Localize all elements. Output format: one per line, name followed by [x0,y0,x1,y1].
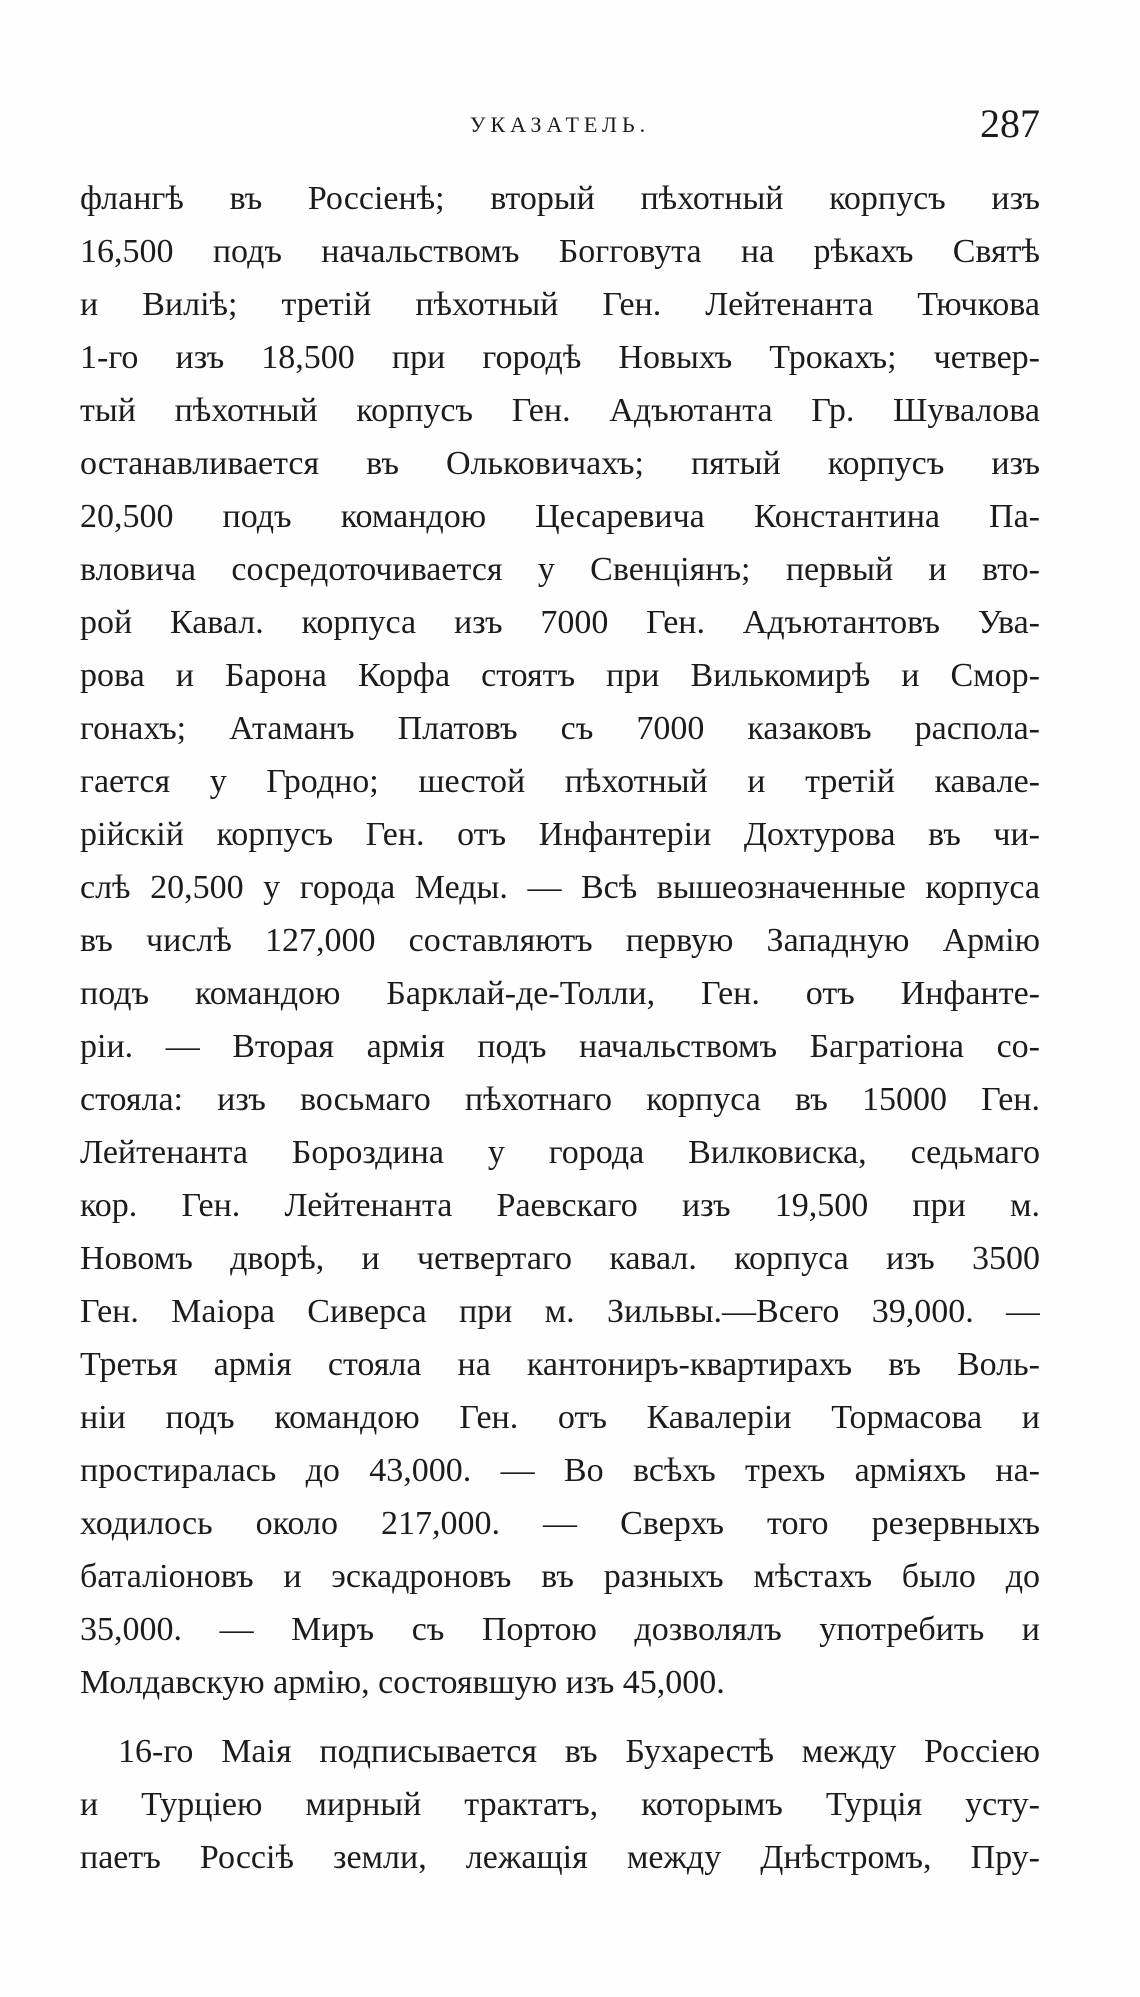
text-line: 1-го изъ 18,500 при городѣ Новыхъ Трокахъ; четвер- [80,339,1040,376]
text-line: 20,500 подъ командою Цесаревича Константина Па- [80,498,1040,535]
paragraph-gap [80,1709,1040,1725]
text-line: 16,500 подъ начальствомъ Богговута на рѣкахъ Святѣ [80,233,1040,270]
text-line: простиралась до 43,000. — Во всѣхъ трехъ арміяхъ на- [80,1452,1040,1489]
text-line: подъ командою Барклай-де-Толли, Ген. отъ Инфанте- [80,975,1040,1012]
page-number: 287 [980,101,1040,146]
text-line: стояла: изъ восьмаго пѣхотнаго корпуса въ 15000 Ген. [80,1081,1040,1118]
text-line: тый пѣхотный корпусъ Ген. Адъютанта Гр. Шувалова [80,392,1040,429]
text-line: ніи подъ командою Ген. отъ Кавалеріи Тормасова и [80,1399,1040,1436]
text-line: рійскій корпусъ Ген. отъ Инфантеріи Дохтурова въ чи- [80,816,1040,853]
text-line: Третья армія стояла на кантониръ-квартирахъ въ Воль- [80,1346,1040,1383]
text-line: Лейтенанта Бороздина у города Вилковиска, седьмаго [80,1134,1040,1171]
text-line: 16-го Маія подписывается въ Бухарестѣ между Россіею [118,1733,1040,1770]
text-line: Новомъ дворѣ, и четвертаго кавал. корпуса изъ 3500 [80,1240,1040,1277]
text-line: слѣ 20,500 у города Меды. — Всѣ вышеозначенные корпуса [80,869,1040,906]
text-line: Молдавскую армію, состоявшую изъ 45,000. [80,1664,725,1701]
text-line: флангѣ въ Россіенѣ; вторый пѣхотный корпусъ изъ [80,180,1040,217]
text-line: и Турціею мирный трактатъ, которымъ Турція усту- [80,1786,1040,1823]
text-line: останавливается въ Ольковичахъ; пятый корпусъ изъ [80,445,1040,482]
running-title: УКАЗАТЕЛЬ. [469,112,651,137]
text-line: ходилось около 217,000. — Сверхъ того резервныхъ [80,1505,1040,1542]
text-line: гается у Гродно; шестой пѣхотный и третій кавале- [80,763,1040,800]
text-line: рова и Барона Корфа стоятъ при Вилькомирѣ и Смор- [80,657,1040,694]
text-line: паетъ Россіѣ земли, лежащія между Днѣстромъ, Пру- [80,1839,1040,1876]
text-line: и Виліѣ; третій пѣхотный Ген. Лейтенанта Тючкова [80,286,1040,323]
text-line: въ числѣ 127,000 составляютъ первую Западную Армію [80,922,1040,959]
text-line: 35,000. — Миръ съ Портою дозволялъ употребить и [80,1611,1040,1648]
text-line: рой Кавал. корпуса изъ 7000 Ген. Адъютантовъ Ува- [80,604,1040,641]
text-line: гонахъ; Атаманъ Платовъ съ 7000 казаковъ распола- [80,710,1040,747]
text-line: кор. Ген. Лейтенанта Раевскаго изъ 19,500 при м. [80,1187,1040,1224]
paragraph-first [80,172,1040,1709]
text-line: Ген. Маіора Сиверса при м. Зильвы.—Всего 39,000. — [80,1293,1040,1330]
text-line: баталіоновъ и эскадроновъ въ разныхъ мѣстахъ было до [80,1558,1040,1595]
paragraph-second [80,1725,1040,1884]
body-text [80,172,1040,1884]
text-line: ріи. — Вторая армія подъ начальствомъ Багратіона со- [80,1028,1040,1065]
text-line: вловича сосредоточивается у Свенціянъ; первый и вто- [80,551,1040,588]
running-head [80,100,1040,150]
